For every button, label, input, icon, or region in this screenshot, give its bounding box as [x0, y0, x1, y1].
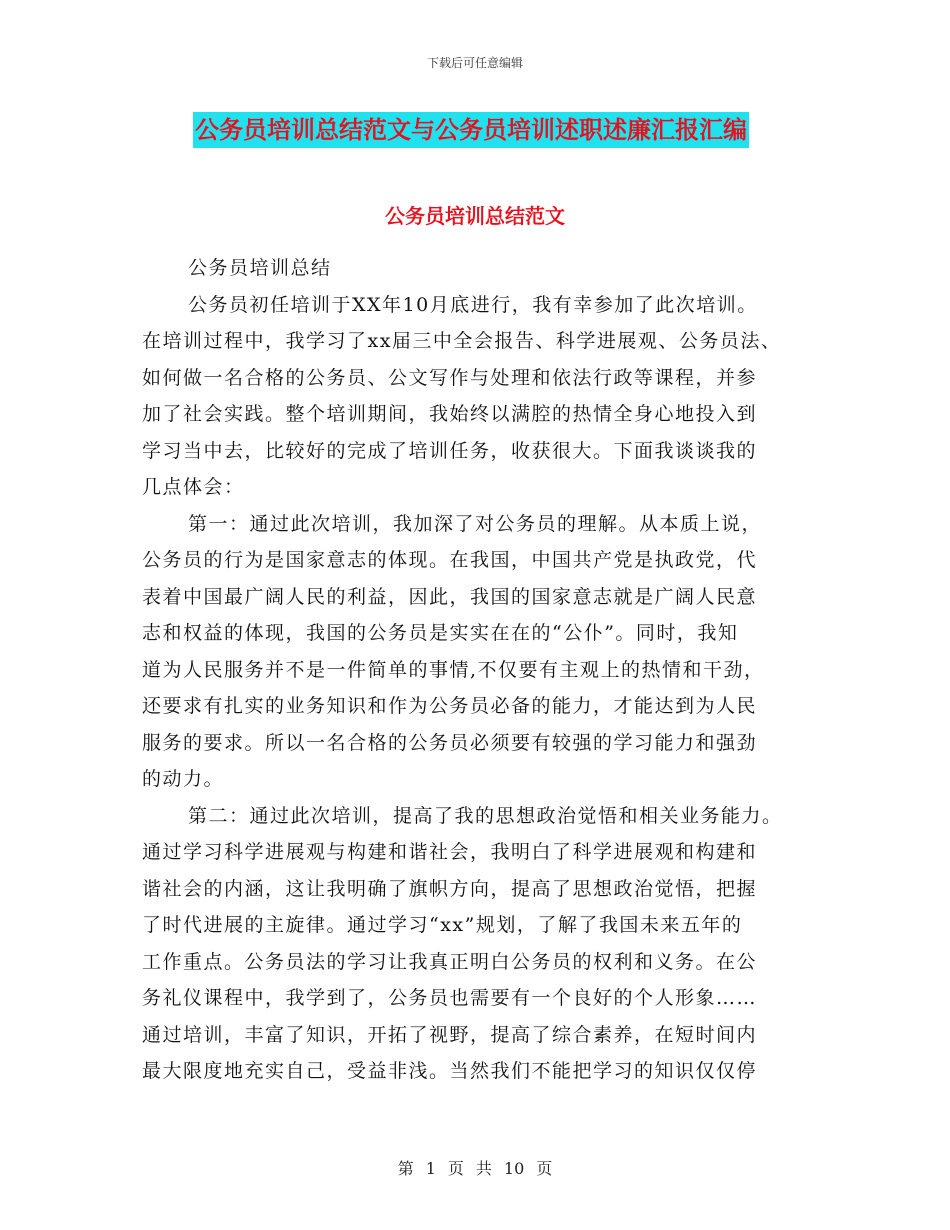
- text-line: 的动力。: [142, 768, 225, 790]
- text-line: 务礼仪课程中，我学到了，公务员也需要有一个良好的个人形象……: [142, 987, 758, 1009]
- text-line: 公务员培训总结: [188, 257, 332, 279]
- text-line: 通过培训，丰富了知识，开拓了视野，提高了综合素养，在短时间内: [142, 1023, 758, 1046]
- footer-total-prefix: 共: [475, 1159, 492, 1178]
- text-line: 公务员的行为是国家意志的体现。在我国，中国共产党是执政党，代: [142, 549, 758, 571]
- footer-page-label: 页: [447, 1159, 464, 1178]
- text-line: 几点体会：: [142, 476, 245, 498]
- text-line: 还要求有扎实的业务知识和作为公务员必备的能力，才能达到为人民: [142, 695, 758, 717]
- text-line: 表着中国最广阔人民的利益，因此，我国的国家意志就是广阔人民意: [142, 585, 758, 608]
- text-line: 第一：通过此次培训，我加深了对公务员的理解。从本质上说，: [188, 512, 763, 535]
- body-text: [142, 250, 822, 1090]
- text-line: 了时代进展的主旋律。通过学习“xx”规划，了解了我国未来五年的: [142, 914, 743, 936]
- text-line: 学习当中去，比较好的完成了培训任务，收获很大。下面我谈谈我的: [142, 439, 758, 462]
- section-title: 公务员培训总结范文: [385, 204, 565, 228]
- footer-page-number: 1: [425, 1159, 436, 1178]
- text-line: 最大限度地充实自己，受益非浅。当然我们不能把学习的知识仅仅停: [142, 1060, 758, 1082]
- text-line: 第二：通过此次培训，提高了我的思想政治觉悟和相关业务能力。: [188, 804, 783, 827]
- footer-total-pages: 10: [503, 1159, 525, 1178]
- text-line: 志和权益的体现，我国的公务员是实实在在的“公仆”。同时，我知: [142, 622, 739, 644]
- text-line: 如何做一名合格的公务员、公文写作与处理和依法行政等课程，并参: [142, 366, 758, 389]
- text-line: 谐社会的内涵，这让我明确了旗帜方向，提高了思想政治觉悟，把握: [142, 877, 758, 900]
- document-title: 公务员培训总结范文与公务员培训述职述廉汇报汇编: [193, 112, 749, 148]
- page-footer: [0, 1156, 950, 1179]
- text-line: 工作重点。公务员法的学习让我真正明白公务员的权利和义务。在公: [142, 950, 758, 973]
- text-line: 道为人民服务并不是一件简单的事情,不仅要有主观上的热情和干劲，: [142, 658, 765, 681]
- text-line: 加了社会实践。整个培训期间，我始终以满腔的热情全身心地投入到: [142, 403, 758, 425]
- text-line: 服务的要求。所以一名合格的公务员必须要有较强的学习能力和强劲: [142, 731, 758, 754]
- text-line: 通过学习科学进展观与构建和谐社会，我明白了科学进展观和构建和: [142, 841, 758, 863]
- text-line: 公务员初任培训于XX年10月底进行，我有幸参加了此次培训。: [188, 293, 758, 316]
- header-note: 下载后可任意编辑: [426, 56, 523, 70]
- text-line: 在培训过程中，我学习了xx届三中全会报告、科学进展观、公务员法、: [142, 330, 782, 352]
- footer-total-suffix: 页: [536, 1159, 553, 1178]
- footer-page-prefix: 第: [397, 1159, 414, 1178]
